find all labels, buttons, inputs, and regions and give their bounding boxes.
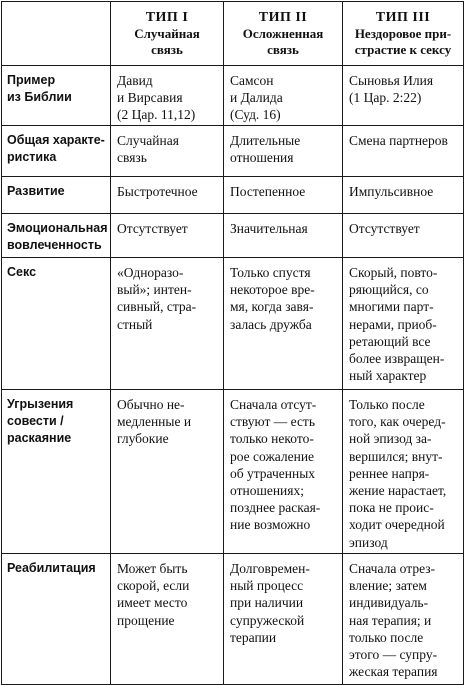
cell-text: Сначала отсут- ствуют — есть только некото- рое сожаление об утраченных отношениях; позднее раская- ние возможно [230,397,321,533]
cell-text: Скорый, повто- ряющийся, со многими парт- нерами, приоб- ретающий все более извращен- ный характер [349,265,445,384]
table-row-sex [2,258,464,390]
table-cell [224,66,343,126]
row-label: Общая характе- ристика [7,133,105,165]
row-label-cell [2,554,111,685]
table-cell [224,126,343,177]
table-row-emotional [2,214,464,258]
row-label-cell [2,66,111,126]
table-cell [224,554,343,685]
header-type-subtitle: Нездоровое при- страстие к сексу [354,25,452,57]
cell-text: Может быть скорой, если имеет место прощение [117,561,190,628]
table-cell [111,390,224,554]
table-cell [343,258,464,390]
table-cell [224,258,343,390]
cell-text: Значительная [230,221,308,236]
cell-text: Сначала отрез- вление; затем индивидуаль- ная терапия; и только после этого — супру- жеская терапия [349,561,438,680]
table-cell [343,66,464,126]
cell-text: Сыновья Илия (1 Цар. 2:22) [349,73,434,106]
header-type-1 [111,2,224,66]
table-row-development [2,177,464,214]
header-type-3 [343,2,464,66]
table-cell [111,66,224,126]
cell-text: Смена партнеров [349,133,448,148]
cell-text: Постепенное [230,184,306,199]
header-type-label: ТИП I [145,9,189,25]
row-label-cell [2,214,111,258]
table-cell [111,214,224,258]
header-type-label: ТИП II [258,9,308,25]
table-row-rehabilitation [2,554,464,685]
comparison-table [1,1,464,685]
header-type-subtitle: Случайная связь [134,25,200,57]
cell-text: Быстротечное [117,184,198,199]
cell-text: Долговремен- ный процесс при наличии супружеской терапии [230,561,310,645]
cell-text: «Одноразо- вый»; интен- сивный, стра- стный [117,265,197,332]
cell-text: Только после того, как очеред- ной эпизод за- вершился; внут- реннее напря- жение нарастает, пока не проис- ходит очередной эпизод [349,397,447,550]
table-cell [343,214,464,258]
table-cell [343,126,464,177]
table-cell [111,554,224,685]
table-cell [224,214,343,258]
table-cell [111,177,224,214]
table-cell [343,554,464,685]
header-row [2,2,464,66]
row-label: Реабилитация [7,561,96,575]
header-type-subtitle: Осложненная связь [242,25,324,57]
table-row-remorse [2,390,464,554]
cell-text: Импульсивное [349,184,434,199]
cell-text: Обычно не- медленные и глубокие [117,397,192,447]
cell-text: Отсутствует [117,221,188,236]
cell-text: Длительные отношения [230,133,301,166]
table-cell [224,390,343,554]
row-label: Угрызения совести / раскаяние [7,397,74,446]
table-cell [111,126,224,177]
table-cell [224,177,343,214]
header-type-2 [224,2,343,66]
table-row-bible-example [2,66,464,126]
cell-text: Только спустя некоторое вре- мя, когда завя- залась дружба [230,265,315,332]
table-cell [111,258,224,390]
cell-text: Случайная связь [117,133,179,166]
cell-text: Отсутствует [349,221,420,236]
table-cell [343,177,464,214]
header-corner-cell [2,2,111,66]
row-label: Эмоциональная вовлеченность [7,221,108,253]
row-label: Секс [7,265,37,279]
row-label-cell [2,258,111,390]
cell-text: Давид и Вирсавия (2 Цар. 11,12) [117,73,196,123]
table-cell [343,390,464,554]
row-label: Пример из Библии [7,73,72,105]
row-label-cell [2,126,111,177]
cell-text: Самсон и Далида (Суд. 16) [230,73,283,123]
row-label-cell [2,390,111,554]
header-type-label: ТИП III [375,9,431,25]
row-label: Развитие [7,184,65,198]
row-label-cell [2,177,111,214]
table-row-general [2,126,464,177]
